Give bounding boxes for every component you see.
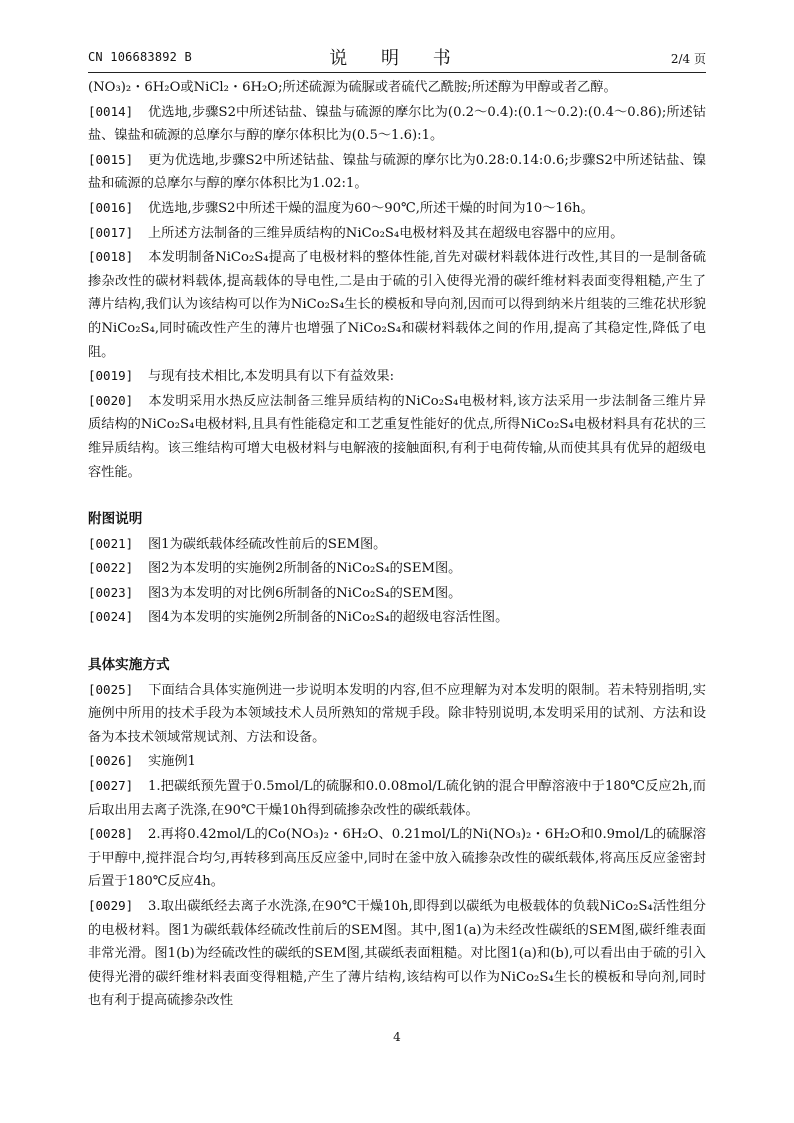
paragraph-text: 与现有技术相比,本发明具有以下有益效果:: [148, 369, 395, 385]
paragraph-text: 图4为本发明的实施例2所制备的NiCo₂S₄的超级电容活性图。: [148, 610, 509, 626]
paragraph-number: [0022]: [88, 560, 134, 576]
paragraph-number: [0018]: [88, 249, 134, 265]
document-title: 说 明 书: [329, 48, 465, 69]
paragraph-text: 下面结合具体实施例进一步说明本发明的内容,但不应理解为对本发明的限制。若未特别指明,实施例中所用的技术手段为本领域技术人员所熟知的常规手段。除非特别说明,本发明采用的试剂、方法和设备为本技术领域常规试剂、方法和设备。: [88, 682, 706, 745]
paragraph-text: (NO₃)₂・6H₂O或NiCl₂・6H₂O;所述硫源为硫脲或者硫代乙酰胺;所述醇为甲醇或者乙醇。: [88, 80, 617, 95]
patent-number: CN 106683892 B: [88, 50, 192, 64]
paragraph: [88, 678, 706, 750]
page-header: [88, 44, 706, 70]
paragraph-number: [0021]: [88, 535, 134, 551]
paragraph-number: [0017]: [88, 224, 134, 240]
paragraph-number: [0016]: [88, 199, 134, 215]
paragraph-text: 本发明制备NiCo₂S₄提高了电极材料的整体性能,首先对碳材料载体进行改性,其目的一是制备硫掺杂改性的碳材料载体,提高载体的导电性,二是由于硫的引入使得光滑的碳纤维材料表面变得粗糙,产生了薄片结构,我们认为该结构可以作为NiCo₂S₄生长的模板和导向剂,因而可以得到纳米片组装的三维花状形貌的NiCo₂S₄,同时硫改性产生的薄片也增强了NiCo₂S₄和碳材料载体之间的作用,提高了其稳定性,降低了电阻。: [88, 250, 706, 360]
figure-description-list: [88, 532, 706, 630]
paragraph: [88, 245, 706, 364]
paragraph-number: [0014]: [88, 103, 134, 119]
paragraph-number: [0019]: [88, 368, 134, 384]
paragraph-text: 优选地,步骤S2中所述干燥的温度为60～90℃,所述干燥的时间为10～16h。: [148, 200, 594, 216]
paragraph-number: [0027]: [88, 778, 134, 794]
paragraph-text: 1.把碳纸预先置于0.5mol/L的硫脲和0.0.08mol/L硫化钠的混合甲醇溶液中于180℃反应2h,而后取出用去离子洗涤,在90℃干燥10h得到硫掺杂改性的碳纸载体。: [88, 779, 706, 818]
paragraph: [88, 894, 706, 1013]
paragraph-text: 本发明采用水热反应法制备三维异质结构的NiCo₂S₄电极材料,该方法采用一步法制备三维片异质结构的NiCo₂S₄电极材料,且具有性能稳定和工艺重复性能好的优点,所得NiCo₂S₄电极材料具有花状的三维异质结构。该三维结构可增大电极材料与电解液的接触面积,有利于电荷传输,从而使其具有优异的超级电容性能。: [88, 393, 706, 480]
paragraph-text: 上所述方法制备的三维异质结构的NiCo₂S₄电极材料及其在超级电容器中的应用。: [148, 225, 624, 241]
paragraph-text: 3.取出碳纸经去离子水洗涤,在90℃干燥10h,即得到以碳纸为电极载体的负载NiCo₂S₄活性组分的电极材料。图1为碳纸载体经硫改性前后的SEM图。其中,图1(a)为未经改性碳纸的SEM图,碳纤维表面非常光滑。图1(b)为经硫改性的碳纸的SEM图,其碳纸表面粗糙。对比图1(a)和(b),可以看出由于硫的引入使得光滑的碳纤维材料表面变得粗糙,产生了薄片结构,该结构可以作为NiCo₂S₄生长的模板和导向剂,同时也有利于提高硫掺杂改性: [88, 899, 706, 1009]
paragraph-text: 图1为碳纸载体经硫改性前后的SEM图。: [148, 536, 387, 552]
paragraph: [88, 822, 706, 894]
paragraph-number: [0025]: [88, 681, 134, 697]
paragraph: [88, 774, 706, 822]
paragraph: [88, 749, 706, 774]
paragraph-number: [0020]: [88, 392, 134, 408]
paragraph: [88, 605, 706, 630]
section-heading-figures: 附图说明: [88, 511, 143, 528]
paragraph-text: 更为优选地,步骤S2中所述钴盐、镍盐与硫源的摩尔比为0.28:0.14:0.6;步骤S2中所述钴盐、镍盐和硫源的总摩尔与醇的摩尔体积比为1.02:1。: [88, 152, 706, 192]
document-body: [88, 76, 706, 1013]
paragraph: [88, 196, 706, 221]
paragraph-text: 图2为本发明的实施例2所制备的NiCo₂S₄的SEM图。: [148, 561, 462, 577]
paragraph-number: [0028]: [88, 826, 134, 842]
paragraph: [88, 221, 706, 246]
paragraph-text: 2.再将0.42mol/L的Co(NO₃)₂・6H₂O、0.21mol/L的Ni(NO₃)₂・6H₂O和0.9mol/L的硫脲溶于甲醇中,搅拌混合均匀,再转移到高压反应釜中,同时在釜中放入硫掺杂改性的碳纸载体,将高压反应釜密封后置于180℃反应4h。: [88, 827, 706, 890]
paragraph: [88, 581, 706, 606]
paragraph: [88, 389, 706, 484]
paragraph: [88, 148, 706, 196]
paragraph-number: [0024]: [88, 609, 134, 625]
paragraph-text: 实施例1: [148, 754, 196, 770]
paragraph: [88, 556, 706, 581]
embodiment-list: [88, 678, 706, 1013]
paragraph-number: [0029]: [88, 898, 134, 913]
page-number: 4: [393, 1030, 401, 1044]
paragraph-number: [0015]: [88, 151, 134, 167]
paragraph-number: [0023]: [88, 584, 134, 600]
paragraph-number: [0026]: [88, 753, 134, 769]
paragraph-text: 图3为本发明的对比例6所制备的NiCo₂S₄的SEM图。: [148, 585, 462, 601]
paragraph: [88, 100, 706, 148]
paragraph-text: 优选地,步骤S2中所述钴盐、镍盐与硫源的摩尔比为(0.2～0.4):(0.1～0.2):(0.4～0.86);所述钴盐、镍盐和硫源的总摩尔与醇的摩尔体积比为(0.5～1.6):1。: [88, 104, 706, 144]
paragraph: [88, 532, 706, 557]
header-divider: [88, 72, 706, 73]
section-heading-embodiments: 具体实施方式: [88, 657, 170, 674]
paragraph: [88, 364, 706, 389]
paragraph-list: [88, 76, 706, 484]
paragraph: [88, 76, 706, 100]
page-info: 2/4 页: [670, 52, 706, 66]
